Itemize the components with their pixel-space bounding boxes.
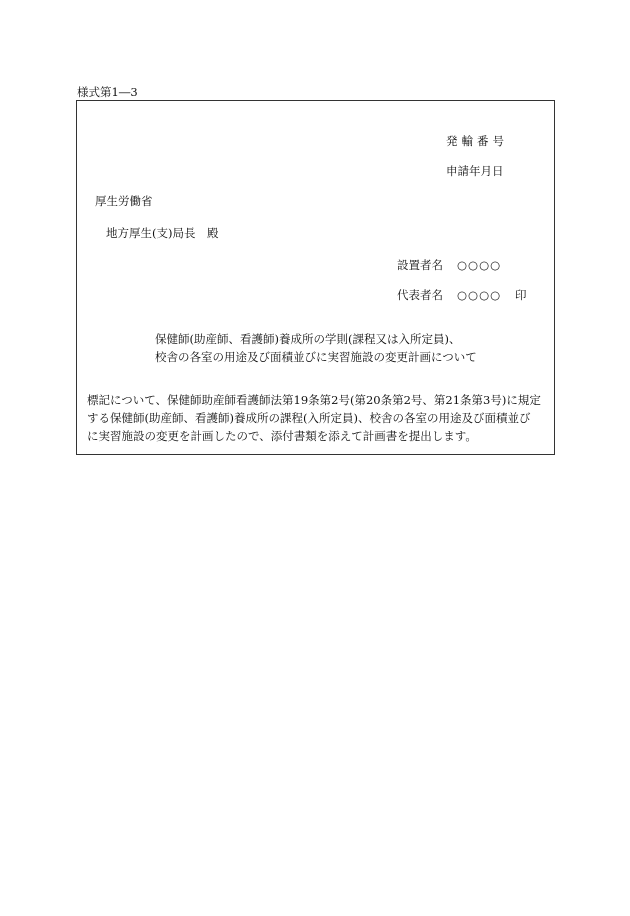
application-date-label: 申請年月日 xyxy=(446,164,504,178)
body-line-1: 標記について、保健師助産師看護師法第19条第2号(第20条第2号、第21条第3号)に規定 xyxy=(87,393,541,407)
document-number-label: 発輸番号 xyxy=(446,134,508,148)
representative-name: ○○○○ xyxy=(457,288,502,302)
body-line-2: する保健師(助産師、看護師)養成所の課程(入所定員)、校舎の各室の用途及び面積並び xyxy=(87,411,531,425)
subject-line-2: 校舎の各室の用途及び面積並びに実習施設の変更計画について xyxy=(155,350,477,364)
subject-line-1: 保健師(助産師、看護師)養成所の学則(課程又は入所定員)、 xyxy=(155,332,461,346)
addressee-bureau: 地方厚生(支)局長 殿 xyxy=(106,226,219,240)
addressee-ministry: 厚生労働省 xyxy=(95,194,153,208)
form-number: 様式第1―3 xyxy=(77,85,138,99)
seal-mark: 印 xyxy=(515,288,527,302)
body-line-3: に実習施設の変更を計画したので、添付書類を添えて計画書を提出します。 xyxy=(87,429,477,443)
founder-name: ○○○○ xyxy=(457,258,502,272)
application-form xyxy=(76,100,555,455)
body-paragraph xyxy=(87,391,549,445)
founder-label: 設置者名 xyxy=(397,258,443,272)
representative-label: 代表者名 xyxy=(397,288,443,302)
